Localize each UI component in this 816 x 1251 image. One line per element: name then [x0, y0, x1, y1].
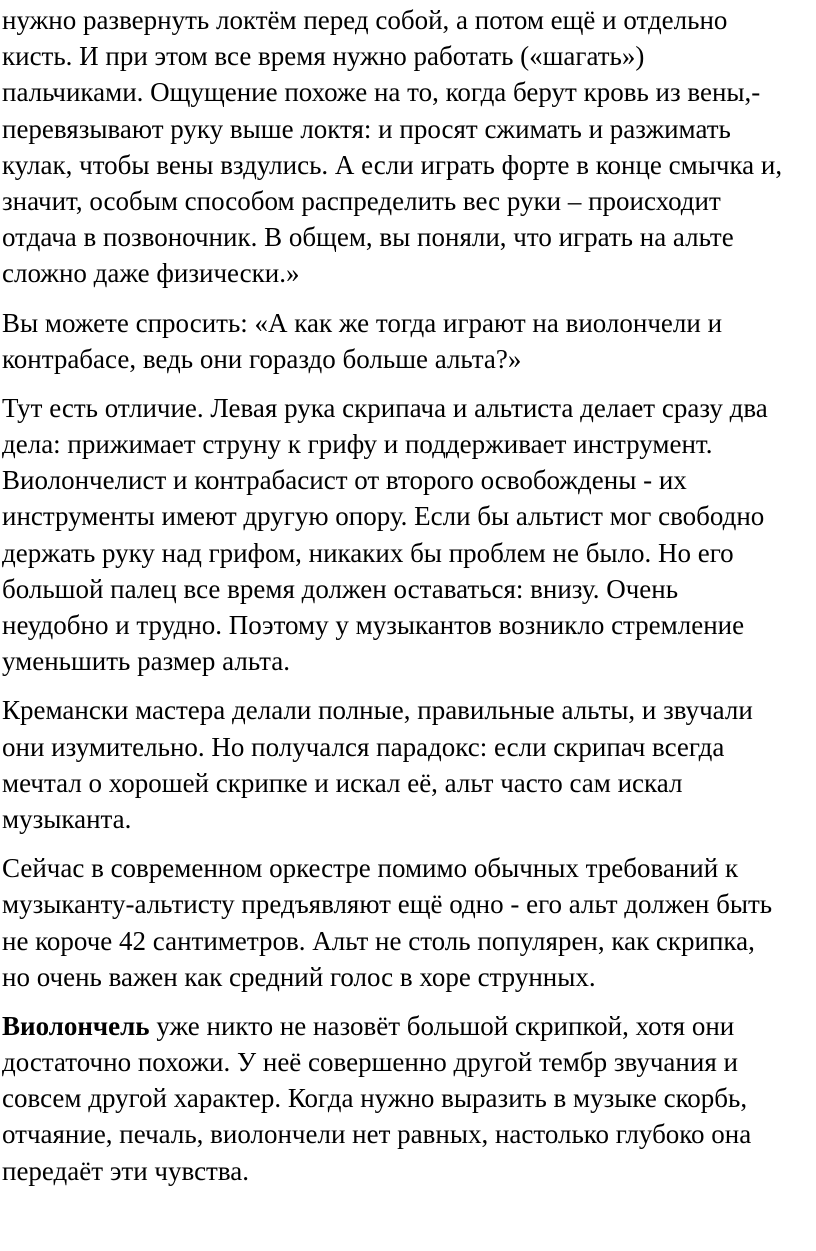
- paragraph-5: [2, 850, 816, 995]
- text-line: Тут есть отличие. Левая рука скрипача и альтиста делает сразу два: [2, 392, 768, 423]
- text-line: совсем другой характер. Когда нужно выразить в музыке скорбь,: [2, 1083, 748, 1114]
- text-line: уменьшить размер альта.: [2, 646, 291, 677]
- paragraph-2: [2, 305, 816, 377]
- text-line: Виолончелист и контрабасист от второго освобождены - их: [2, 465, 687, 496]
- text-line: контрабасе, ведь они гораздо больше альта?»: [2, 343, 522, 374]
- text-line: мечтал о хорошей скрипке и искал её, альт часто сам искал: [2, 767, 683, 798]
- text-line: значит, особым способом распределить вес руки – происходит: [2, 185, 721, 216]
- text-line: отчаяние, печаль, виолончели нет равных, настолько глубоко она: [2, 1119, 752, 1150]
- text-line: отдача в позвоночник. В общем, вы поняли, что играть на альте: [2, 222, 734, 253]
- text-line: держать руку над грифом, никаких бы проблем не было. Но его: [2, 537, 734, 568]
- text-fragment: уже никто не назовёт большой скрипкой, хотя они: [149, 1010, 735, 1041]
- text-line: не короче 42 сантиметров. Альт не столь популярен, как скрипка,: [2, 925, 755, 956]
- paragraph-1: [2, 2, 816, 292]
- text-line: сложно даже физически.»: [2, 258, 300, 289]
- bold-term: Виолончель: [2, 1010, 150, 1041]
- text-line: кулак, чтобы вены вздулись. А если играть форте в конце смычка и,: [2, 149, 783, 180]
- text-line: пальчиками. Ощущение похоже на то, когда берут кровь из вены,-: [2, 77, 761, 108]
- text-line: неудобно и трудно. Поэтому у музыкантов возникло стремление: [2, 610, 745, 640]
- text-line: музыканту-альтисту предъявляют ещё одно - его альт должен быть: [2, 889, 773, 920]
- paragraph-4: [2, 692, 816, 837]
- text-line: инструменты имеют другую опору. Если бы альтист мог свободно: [2, 501, 765, 532]
- text-line: Вы можете спросить: «А как же тогда играют на виолончели и: [2, 307, 723, 338]
- text-line: кисть. И при этом все время нужно работать («шагать»): [2, 41, 645, 72]
- paragraph-3: [2, 390, 816, 680]
- text-line: Кремански мастера делали полные, правильные альты, и звучали: [2, 695, 753, 726]
- text-line: дела: прижимает струну к грифу и поддерживает инструмент.: [2, 429, 713, 460]
- text-line: перевязывают руку выше локтя: и просят сжимать и разжимать: [2, 113, 731, 144]
- paragraph-6: [2, 1008, 816, 1189]
- text-line: достаточно похожи. У неё совершенно другой тембр звучания и: [2, 1047, 738, 1078]
- text-line: [2, 1008, 816, 1044]
- text-line: Сейчас в современном оркестре помимо обычных требований к: [2, 853, 739, 884]
- text-line: музыканта.: [2, 803, 132, 834]
- text-line: но очень важен как средний голос в хоре струнных.: [2, 961, 596, 992]
- text-line: они изумительно. Но получался парадокс: если скрипач всегда: [2, 731, 725, 762]
- text-line: большой палец все время должен оставаться: внизу. Очень: [2, 573, 679, 604]
- text-line: передаёт эти чувства.: [2, 1155, 249, 1186]
- text-line: нужно развернуть локтём перед собой, а потом ещё и отдельно: [2, 5, 728, 35]
